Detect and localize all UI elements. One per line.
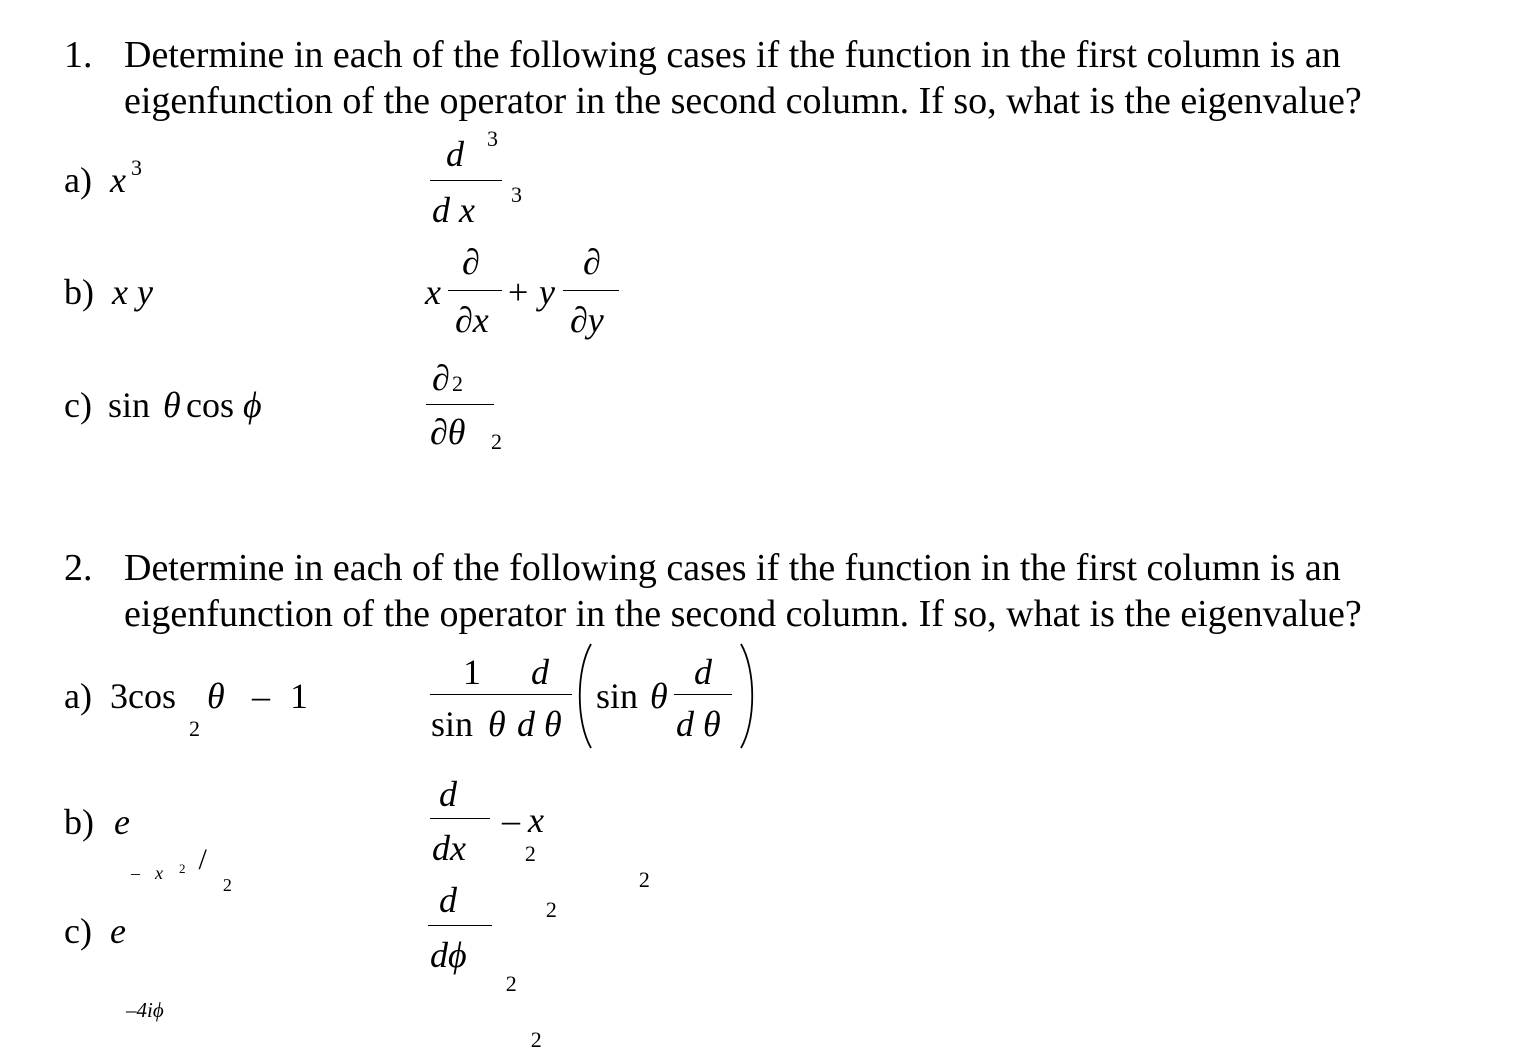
function-coefficient-cos: 3cos (110, 676, 176, 716)
problem-1-text-line-1: Determine in each of the following cases if the function in the first column is an (124, 34, 1341, 76)
operator-d-inner: d (694, 652, 712, 692)
operator-dtheta-inner: d θ (676, 704, 721, 744)
operator-denominator: d x (432, 190, 475, 230)
function-exponent: –4iϕ (126, 998, 164, 1022)
operator-denominator: dx (432, 828, 466, 868)
operator-numerator-exponent: 2 (505, 971, 517, 996)
part-label: b) (64, 802, 94, 842)
operator-theta-inner: θ (650, 676, 668, 716)
operator-denominator-exponent: 3 (511, 182, 522, 207)
function-base: e (110, 911, 126, 951)
function-cos: cos (186, 385, 234, 425)
part-label: b) (64, 272, 94, 312)
fraction-bar (430, 180, 502, 181)
fraction-bar (514, 694, 572, 695)
operator-x-exponent: 2 (638, 867, 650, 892)
function-sin: sin (108, 385, 151, 425)
fraction-bar (430, 694, 514, 695)
problem-1-text-line-2: eigenfunction of the operator in the second column. If so, what is the eigenvalue? (124, 80, 1362, 122)
operator-denominator-exponent: 2 (491, 429, 502, 454)
problem-1-number: 1. (64, 34, 93, 76)
exponent-slash: / (198, 843, 207, 876)
part-label: a) (64, 160, 92, 200)
fraction-bar (563, 290, 619, 291)
function-theta: θ (207, 676, 225, 716)
problem-2-text-line-2: eigenfunction of the operator in the second column. If so, what is the eigenvalue? (124, 593, 1362, 635)
part-label: a) (64, 676, 92, 716)
operator-theta: θ (488, 704, 506, 744)
function-exponent: 2 (189, 716, 200, 741)
function-base: x (110, 160, 126, 200)
fraction-bar (430, 818, 490, 819)
fraction-bar (428, 925, 492, 926)
exponent-x: x (155, 863, 163, 883)
operator-dtheta: d θ (517, 704, 562, 744)
operator-denominator-exponent: 2 (530, 1027, 542, 1052)
partial-denominator-y: ∂y (570, 300, 604, 340)
right-parenthesis (738, 642, 758, 750)
function-minus: – (252, 676, 270, 716)
operator-denominator-exponent: 2 (545, 897, 557, 922)
fraction-bar (674, 694, 732, 695)
operator-numerator: d (439, 880, 457, 920)
function-theta: θ (163, 385, 181, 425)
partial-symbol: ∂ (462, 242, 480, 282)
partial-symbol: ∂ (583, 242, 601, 282)
operator-denominator: ∂θ (430, 412, 466, 452)
operator-x: x (528, 800, 544, 840)
fraction-bar (426, 404, 494, 405)
problem-2-text-line-1: Determine in each of the following cases if the function in the first column is an (124, 547, 1341, 589)
part-label: c) (64, 911, 92, 951)
left-parenthesis (574, 642, 594, 750)
problem-1 (0, 0, 1519, 454)
plus-sign: + (508, 272, 529, 312)
exponent-minus: – (131, 863, 140, 883)
fraction-bar (448, 290, 502, 291)
function-exponent: 3 (131, 155, 142, 180)
operator-numerator: ∂ (432, 358, 450, 398)
operator-d: d (531, 652, 549, 692)
operator-sin-inner: sin (596, 676, 639, 716)
operator-numerator: d (439, 774, 457, 814)
operator-one: 1 (463, 652, 481, 692)
operator-numerator-exponent: 2 (524, 841, 536, 866)
partial-denominator-x: ∂x (455, 300, 489, 340)
operator-y: y (539, 272, 555, 312)
operator-numerator: d (446, 134, 464, 174)
function-base: e (114, 802, 130, 842)
operator-denominator: dϕ (430, 935, 467, 975)
problem-2-number: 2. (64, 547, 93, 589)
exponent-denominator: 2 (222, 875, 232, 895)
operator-x: x (425, 272, 441, 312)
part-label: c) (64, 385, 92, 425)
function-one: 1 (290, 676, 308, 716)
operator-numerator-exponent: 3 (487, 126, 498, 151)
operator-sin: sin (431, 704, 474, 744)
function-phi: ϕ (243, 385, 262, 425)
function: x y (112, 272, 153, 312)
exponent-x-power: 2 (179, 861, 186, 876)
operator-minus: – (502, 800, 520, 840)
operator-numerator-exponent: 2 (452, 371, 463, 396)
